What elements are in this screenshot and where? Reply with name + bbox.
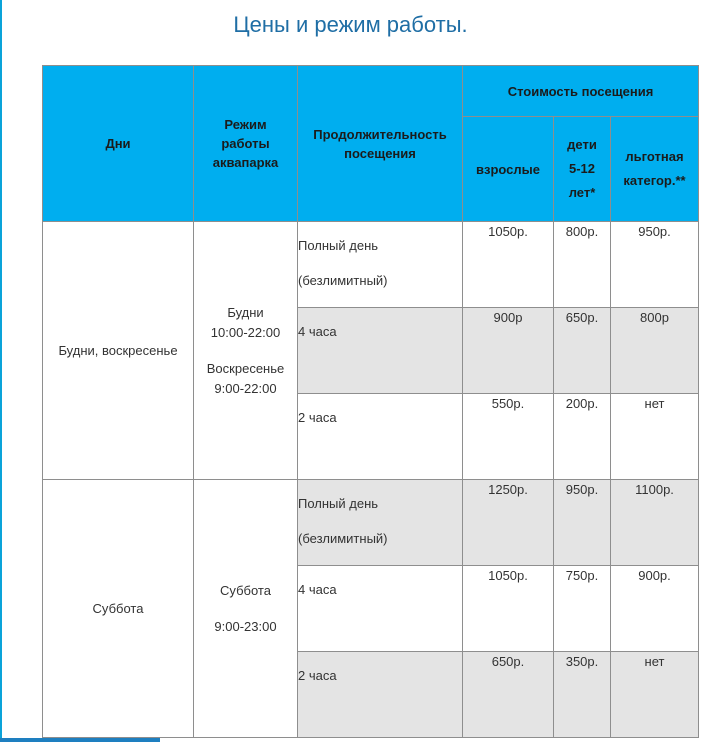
child-price: 800р. [554,222,611,308]
adult-price: 1050р. [463,566,554,652]
adult-price: 550р. [463,394,554,480]
days-cell: Суббота [43,480,194,738]
days-cell: Будни, воскресенье [43,222,194,480]
benefit-price: 950р. [611,222,699,308]
header-children: дети 5-12 лет* [554,117,611,222]
mode-cell: Суббота 9:00-23:00 [194,480,298,738]
adult-price: 900р [463,308,554,394]
benefit-price: нет [611,652,699,738]
duration-cell: 2 часа [298,652,463,738]
page-title: Цены и режим работы. [233,12,468,37]
duration-cell: Полный день (безлимитный) [298,222,463,308]
header-cost: Стоимость посещения [463,66,699,117]
header-adults: взрослые [463,117,554,222]
page-left-accent [0,0,2,742]
adult-price: 1050р. [463,222,554,308]
header-days: Дни [43,66,194,222]
mode-cell: Будни 10:00-22:00 Воскресенье 9:00-22:00 [194,222,298,480]
child-price: 350р. [554,652,611,738]
header-row [43,66,699,117]
table-row [43,480,699,566]
adult-price: 650р. [463,652,554,738]
table-row [43,222,699,308]
header-benefit: льготная категор.** [611,117,699,222]
benefit-price: 800р [611,308,699,394]
benefit-price: 1100р. [611,480,699,566]
duration-cell: 4 часа [298,566,463,652]
child-price: 650р. [554,308,611,394]
duration-cell: Полный день (безлимитный) [298,480,463,566]
page-bottom-accent [0,738,160,742]
prices-table [42,65,699,738]
child-price: 200р. [554,394,611,480]
adult-price: 1250р. [463,480,554,566]
duration-cell: 2 часа [298,394,463,480]
benefit-price: 900р. [611,566,699,652]
header-duration: Продолжительность посещения [298,66,463,222]
benefit-price: нет [611,394,699,480]
duration-cell: 4 часа [298,308,463,394]
header-mode: Режим работы аквапарка [194,66,298,222]
child-price: 750р. [554,566,611,652]
child-price: 950р. [554,480,611,566]
